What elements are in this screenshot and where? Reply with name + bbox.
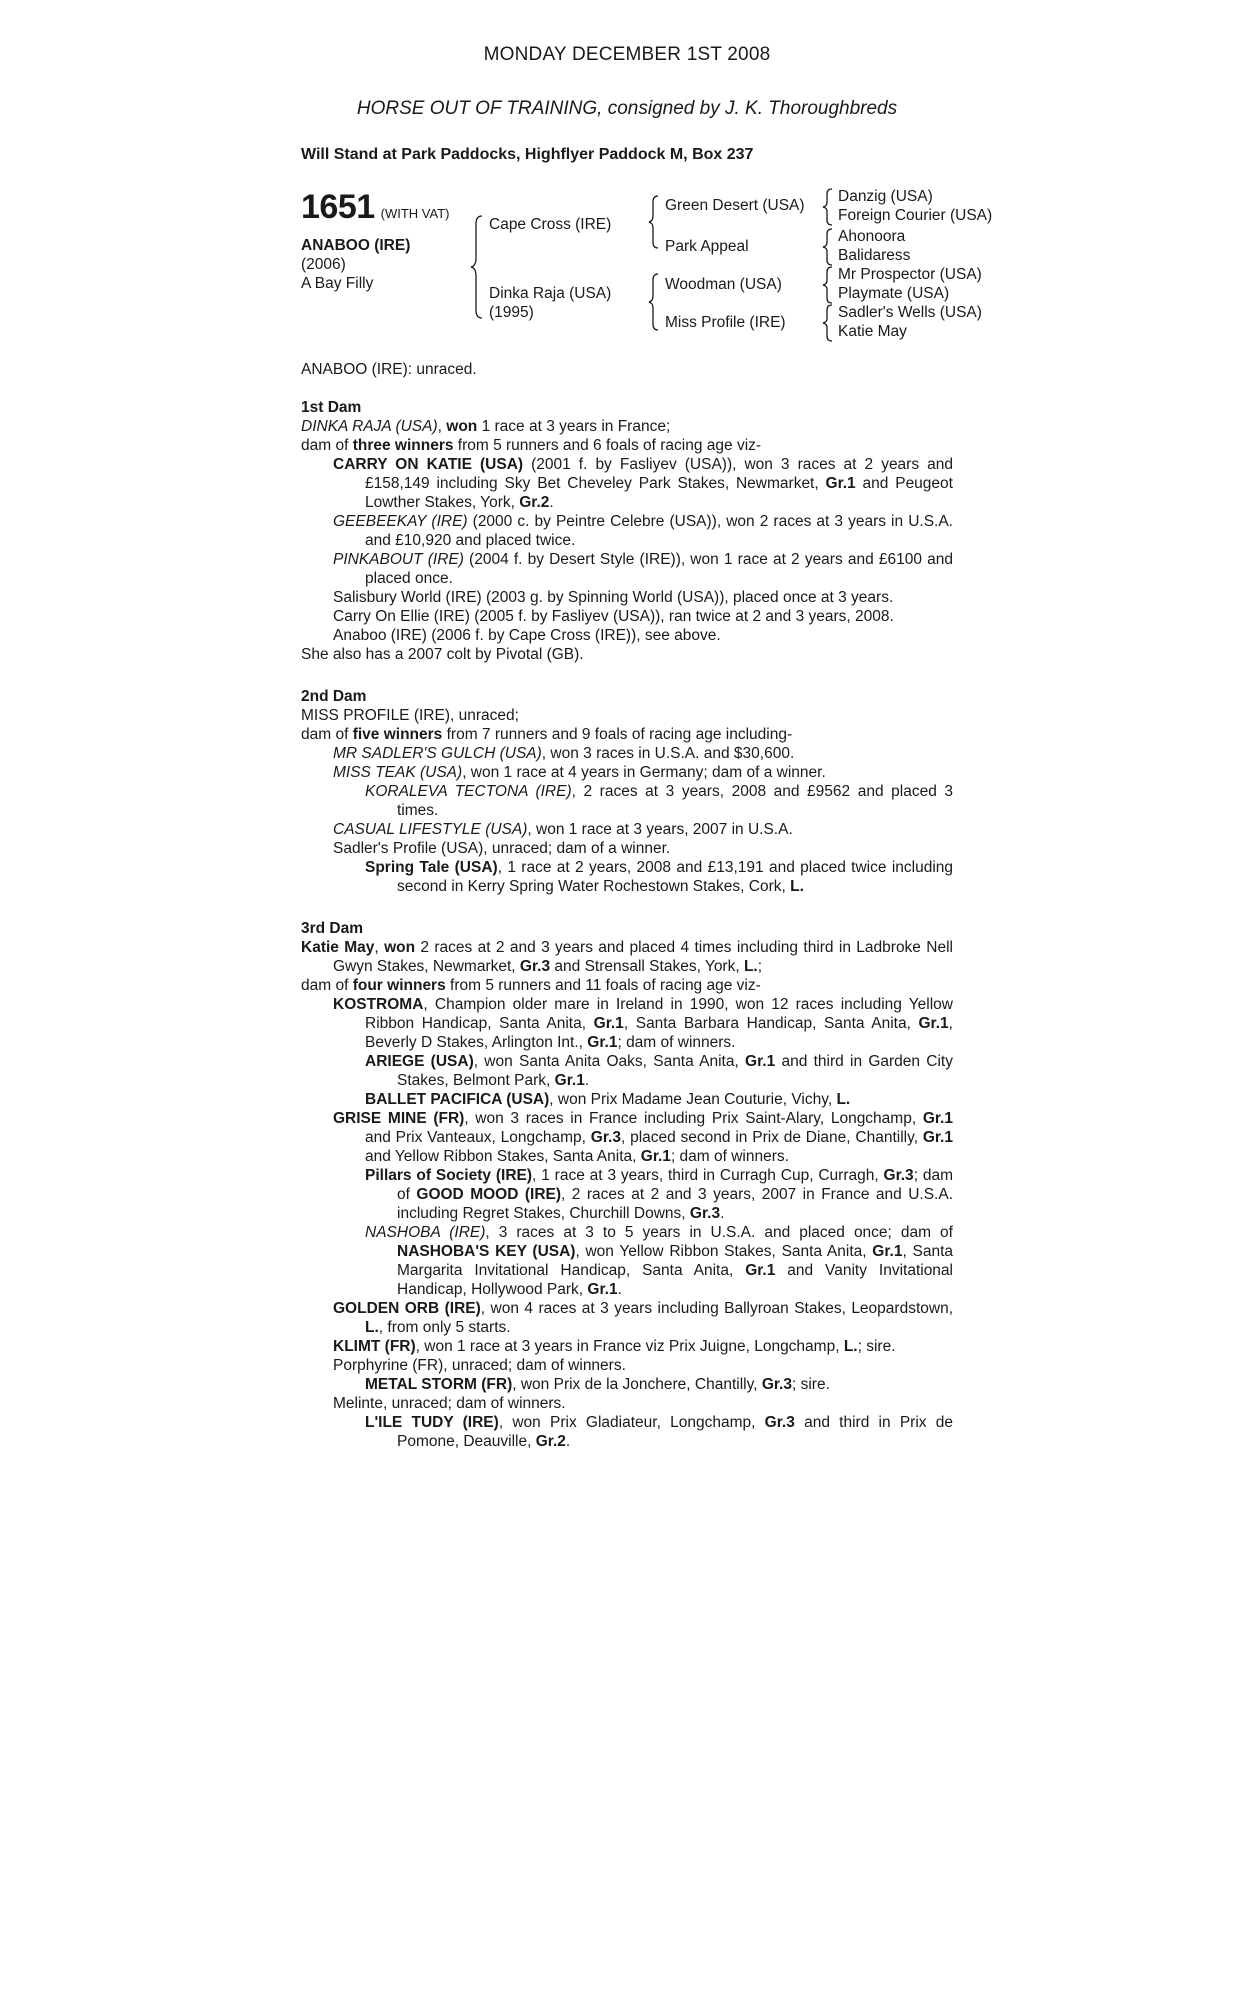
pedigree-dam: Dinka Raja (USA) xyxy=(489,285,612,302)
stabling-location: Will Stand at Park Paddocks, Highflyer Paddock M, Box 237 xyxy=(301,146,754,163)
produce-entry: GOLDEN ORB (IRE), won 4 races at 3 years including Ballyroan Stakes, Leopardstown, L., from only 5 starts. xyxy=(333,1300,953,1336)
pedigree-dam-dam: Miss Profile (IRE) xyxy=(665,314,786,331)
produce-entry: KORALEVA TECTONA (IRE), 2 races at 3 years, 2008 and £9562 and placed 3 times. xyxy=(365,783,953,819)
third-dam-produce-summary: dam of four winners from 5 runners and 11 foals of racing age viz- xyxy=(301,977,761,994)
produce-entry: CASUAL LIFESTYLE (USA), won 1 race at 3 years, 2007 in U.S.A. xyxy=(333,821,793,838)
pedigree-dam-year: (1995) xyxy=(489,304,534,321)
pedigree-g1: Danzig (USA) xyxy=(838,188,933,205)
catalogue-body xyxy=(301,360,953,1451)
pedigree-brace-dam-line xyxy=(648,272,660,332)
pedigree-sire-dam: Park Appeal xyxy=(665,238,749,255)
foaling-year: (2006) xyxy=(301,256,346,273)
produce-entry: KOSTROMA, Champion older mare in Ireland in 1990, won 12 races including Yellow Ribbon Handicap, Santa Anita, Gr.1, Santa Barbara Handicap, Santa Anita, Gr.1, Beverly D Stakes, Arlington Int., Gr.1; dam of winners. xyxy=(333,996,953,1051)
produce-entry: NASHOBA (IRE), 3 races at 3 to 5 years in U.S.A. and placed once; dam of NASHOBA'S KEY (USA), won Yellow Ribbon Stakes, Santa Anita, Gr.1, Santa Margarita Invitational Handicap, Santa Anita, Gr.1 and Vanity Invitational Handicap, Hollywood Park, Gr.1. xyxy=(365,1224,953,1298)
pedigree-brace-g3 xyxy=(822,265,834,305)
lot-heading xyxy=(301,188,449,227)
third-dam-heading: 3rd Dam xyxy=(301,920,364,937)
pedigree-brace-g2 xyxy=(822,227,834,267)
pedigree-g3: Ahonoora xyxy=(838,228,906,245)
produce-entry: BALLET PACIFICA (USA), won Prix Madame Jean Couturie, Vichy, L. xyxy=(365,1091,851,1108)
produce-entry: MISS TEAK (USA), won 1 race at 4 years in Germany; dam of a winner. xyxy=(333,764,826,781)
pedigree-brace-g4 xyxy=(822,303,834,343)
second-dam-heading: 2nd Dam xyxy=(301,688,367,705)
first-dam-line: DINKA RAJA (USA), won 1 race at 3 years in France; xyxy=(301,418,671,435)
produce-entry: Sadler's Profile (USA), unraced; dam of a winner. xyxy=(333,840,671,857)
pedigree-brace-g1 xyxy=(822,187,834,227)
consignment-line: HORSE OUT OF TRAINING, consigned by J. K. Thoroughbreds xyxy=(356,98,898,119)
second-dam-line: MISS PROFILE (IRE), unraced; xyxy=(301,707,519,724)
produce-entry: MR SADLER'S GULCH (USA), won 3 races in U.S.A. and $30,600. xyxy=(333,745,795,762)
pedigree-sire-sire: Green Desert (USA) xyxy=(665,197,805,214)
sale-date: MONDAY DECEMBER 1ST 2008 xyxy=(483,44,771,65)
produce-entry: GRISE MINE (FR), won 3 races in France including Prix Saint-Alary, Longchamp, Gr.1 and Prix Vanteaux, Longchamp, Gr.3, placed second in Prix de Diane, Chantilly, Gr.1 and Yellow Ribbon Stakes, Santa Anita, Gr.1; dam of winners. xyxy=(333,1110,953,1165)
produce-entry: ARIEGE (USA), won Santa Anita Oaks, Santa Anita, Gr.1 and third in Garden City Stakes, Belmont Park, Gr.1. xyxy=(365,1053,953,1089)
lot-number: 1651 xyxy=(301,188,375,226)
produce-entry: Melinte, unraced; dam of winners. xyxy=(333,1395,566,1412)
produce-entry: Porphyrine (FR), unraced; dam of winners. xyxy=(333,1357,626,1374)
produce-entry: KLIMT (FR), won 1 race at 3 years in France viz Prix Juigne, Longchamp, L.; sire. xyxy=(333,1338,896,1355)
produce-entry: PINKABOUT (IRE) (2004 f. by Desert Style (IRE)), won 1 race at 2 years and £6100 and placed once. xyxy=(333,551,953,587)
third-dam-line: Katie May, won 2 races at 2 and 3 years and placed 4 times including third in Ladbroke Nell Gwyn Stakes, Newmarket, Gr.3 and Strensall Stakes, York, L.; xyxy=(301,939,953,975)
produce-entry: GEEBEEKAY (IRE) (2000 c. by Peintre Celebre (USA)), won 2 races at 3 years in U.S.A. and £10,920 and placed twice. xyxy=(333,513,953,549)
horse-info xyxy=(301,236,410,293)
first-dam-heading: 1st Dam xyxy=(301,399,362,416)
pedigree-g8: Katie May xyxy=(838,323,907,340)
horse-description: A Bay Filly xyxy=(301,275,374,292)
first-dam-produce-summary: dam of three winners from 5 runners and 6 foals of racing age viz- xyxy=(301,437,762,454)
produce-note: She also has a 2007 colt by Pivotal (GB). xyxy=(301,646,584,663)
produce-entry: Pillars of Society (IRE), 1 race at 3 years, third in Curragh Cup, Curragh, Gr.3; dam of GOOD MOOD (IRE), 2 races at 2 and 3 years, 2007 in France and U.S.A. including Regret Stakes, Churchill Downs, Gr.3. xyxy=(365,1167,954,1222)
horse-name: ANABOO (IRE) xyxy=(301,237,411,254)
pedigree-sire: Cape Cross (IRE) xyxy=(489,216,612,233)
produce-entry: CARRY ON KATIE (USA) (2001 f. by Fasliyev (USA)), won 3 races at 2 years and £158,149 including Sky Bet Cheveley Park Stakes, Newmarket, Gr.1 and Peugeot Lowther Stakes, York, Gr.2. xyxy=(333,456,953,511)
pedigree-g4: Balidaress xyxy=(838,247,911,264)
produce-entry: Carry On Ellie (IRE) (2005 f. by Fasliyev (USA)), ran twice at 2 and 3 years, 2008. xyxy=(333,608,894,625)
pedigree-brace-sire-line xyxy=(648,194,660,250)
pedigree-g5: Mr Prospector (USA) xyxy=(838,266,982,283)
produce-entry: METAL STORM (FR), won Prix de la Jonchere, Chantilly, Gr.3; sire. xyxy=(365,1376,830,1393)
produce-entry: Salisbury World (IRE) (2003 g. by Spinning World (USA)), placed once at 3 years. xyxy=(333,589,894,606)
produce-entry: Spring Tale (USA), 1 race at 2 years, 2008 and £13,191 and placed twice including second in Kerry Spring Water Rochestown Stakes, Cork, L. xyxy=(365,859,954,895)
pedigree-dam-sire: Woodman (USA) xyxy=(665,276,782,293)
pedigree-g6: Playmate (USA) xyxy=(838,285,950,302)
produce-entry: Anaboo (IRE) (2006 f. by Cape Cross (IRE)), see above. xyxy=(333,627,721,644)
produce-entry: L'ILE TUDY (IRE), won Prix Gladiateur, Longchamp, Gr.3 and third in Prix de Pomone, Deauville, Gr.2. xyxy=(365,1414,953,1450)
pedigree-brace-sire-dam xyxy=(470,214,484,320)
pedigree-g2: Foreign Courier (USA) xyxy=(838,207,993,224)
second-dam-produce-summary: dam of five winners from 7 runners and 9 foals of racing age including- xyxy=(301,726,793,743)
pedigree-g7: Sadler's Wells (USA) xyxy=(838,304,982,321)
vat-note: (WITH VAT) xyxy=(380,206,450,221)
race-record: ANABOO (IRE): unraced. xyxy=(301,361,477,378)
